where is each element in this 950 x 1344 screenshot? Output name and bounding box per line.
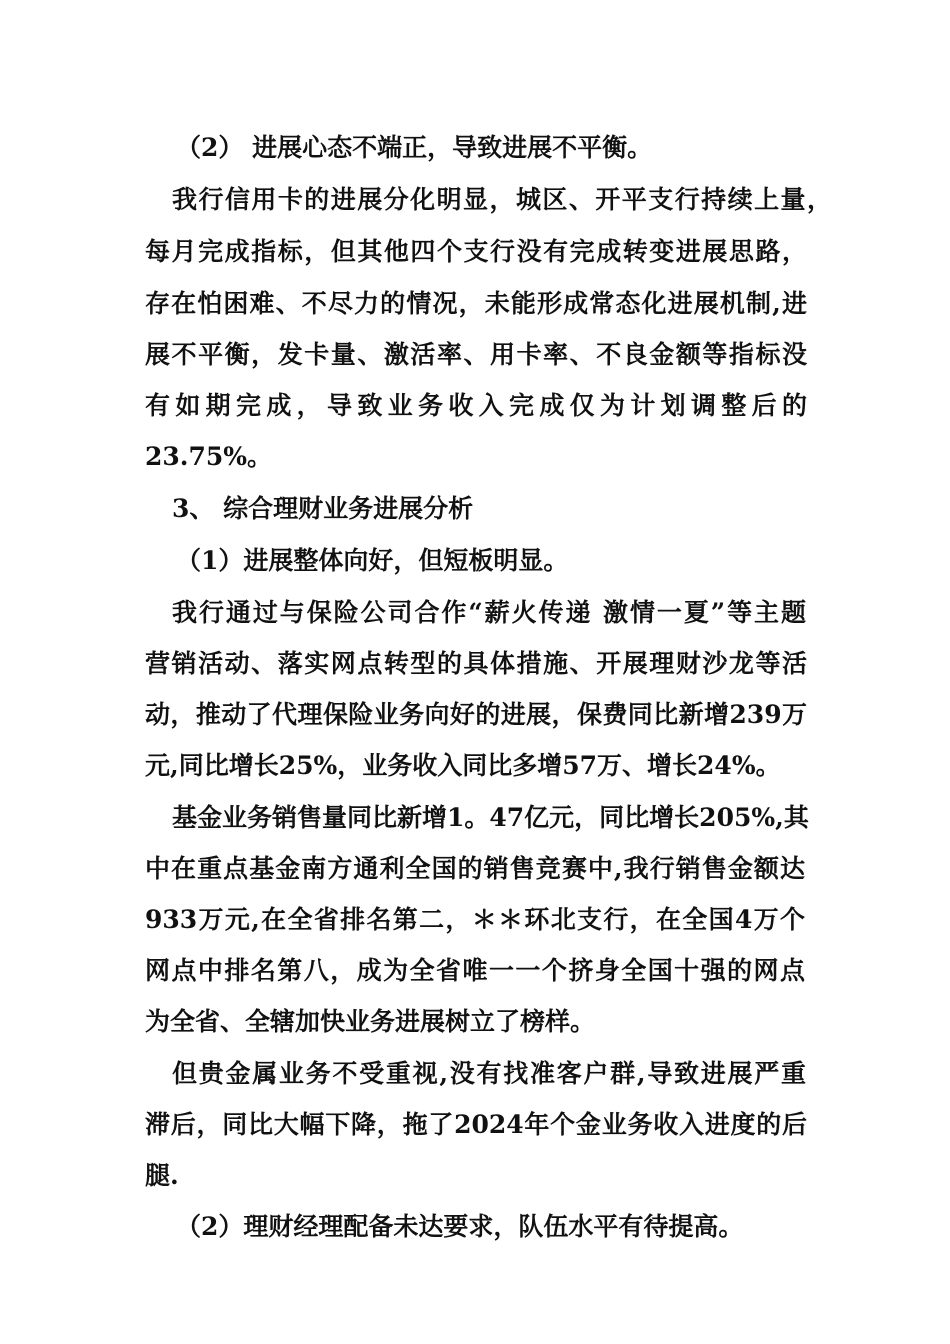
paragraph-line: 但贵金属业务不受重视,没有找准客户群,导致进展严重 [172, 1059, 806, 1088]
paragraph-line: 中在重点基金南方通利全国的销售竞赛中,我行销售金额达 [145, 854, 805, 883]
paragraph-line: 腿. [145, 1161, 179, 1190]
section-heading-2: （2） 进展心态不端正，导致进展不平衡。 [176, 133, 653, 162]
paragraph-line: 动，推动了代理保险业务向好的进展，保费同比新增239万 [145, 700, 807, 729]
paragraph-line: 每月完成指标，但其他四个支行没有完成转变进展思路， [145, 237, 807, 266]
paragraph-line: 滞后，同比大幅下降，拖了2024年个金业务收入进度的后 [145, 1110, 807, 1139]
paragraph-line: 基金业务销售量同比新增1。47亿元，同比增长205%,其 [172, 803, 809, 832]
paragraph-line: 元,同比增长25%，业务收入同比多增57万、增长24%。 [145, 751, 781, 780]
paragraph-line: 933万元,在全省排名第二，＊＊环北支行，在全国4万个 [145, 905, 805, 934]
paragraph-line: 有如期完成，导致业务收入完成仅为计划调整后的 [145, 391, 807, 420]
paragraph-line: 我行信用卡的进展分化明显，城区、开平支行持续上量， [172, 185, 832, 214]
paragraph-line: 23.75%。 [145, 442, 273, 471]
paragraph-line: 网点中排名第八，成为全省唯一一个挤身全国十强的网点 [145, 956, 805, 985]
paragraph-line: 我行通过与保险公司合作“薪火传递 激情一夏”等主题 [172, 598, 806, 627]
section-heading-3: 3、 综合理财业务进展分析 [172, 494, 474, 523]
paragraph-line: 为全省、全辖加快业务进展树立了榜样。 [145, 1007, 596, 1036]
paragraph-line: 营销活动、落实网点转型的具体措施、开展理财沙龙等活 [145, 649, 807, 678]
subsection-heading-1: （1）进展整体向好，但短板明显。 [176, 546, 569, 575]
paragraph-line: 存在怕困难、不尽力的情况，未能形成常态化进展机制,进 [145, 289, 807, 318]
subsection-heading-2: （2）理财经理配备未达要求，队伍水平有待提高。 [176, 1212, 744, 1241]
paragraph-line: 展不平衡，发卡量、激活率、用卡率、不良金额等指标没 [145, 340, 807, 369]
